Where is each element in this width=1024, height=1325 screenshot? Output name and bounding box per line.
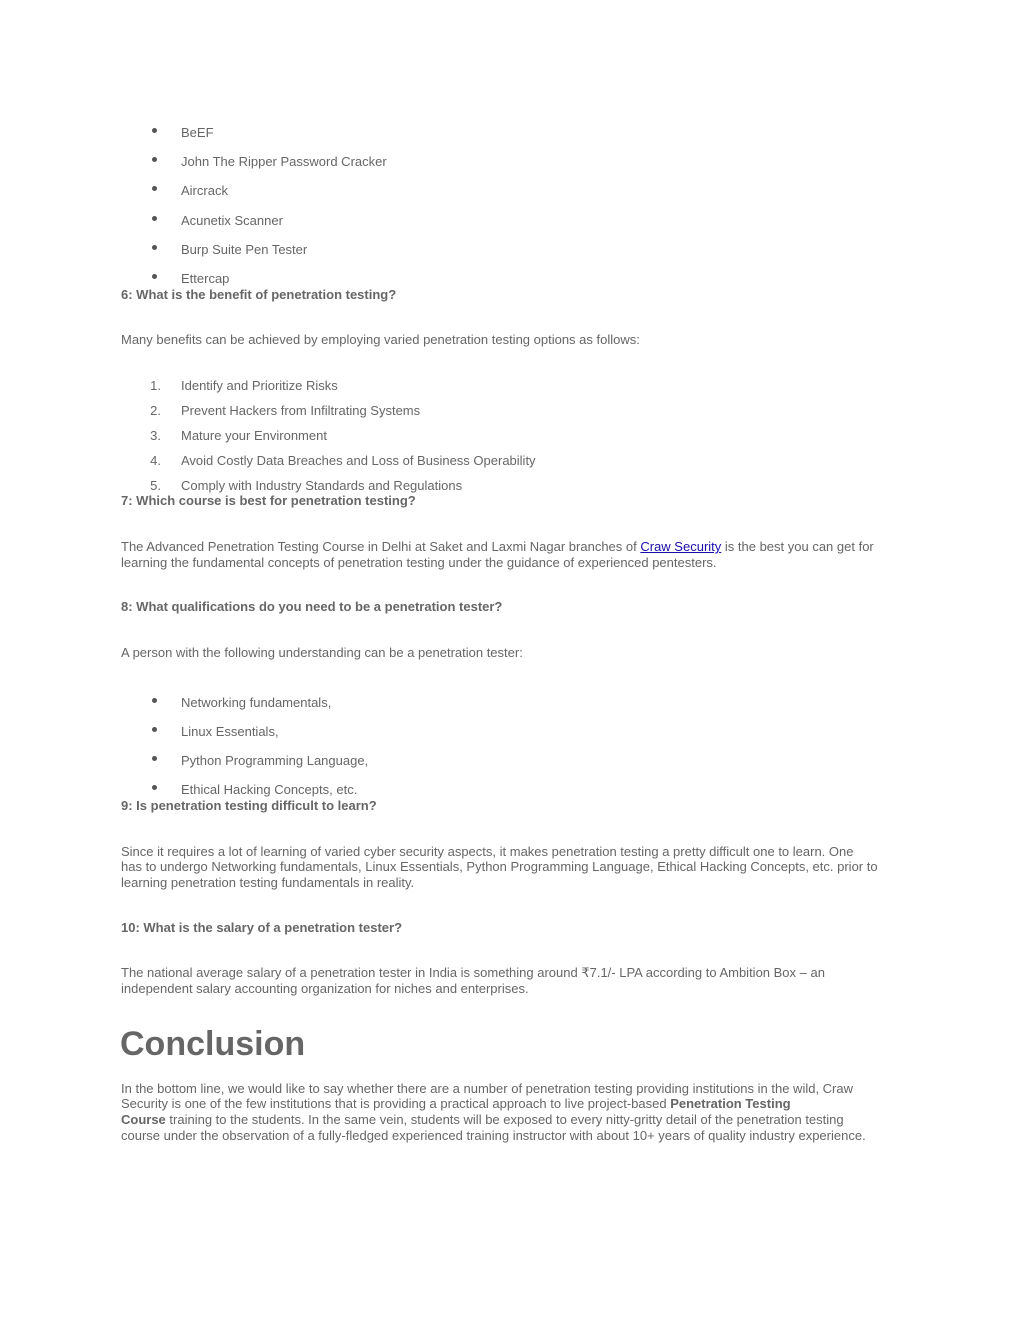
q8-intro: A person with the following understanding can be a penetration tester: [121, 645, 523, 660]
bullet-icon [152, 245, 157, 250]
conclusion-line-3 [121, 1112, 844, 1128]
list-item: Acunetix Scanner [181, 213, 283, 228]
question-heading-7: 7: Which course is best for penetration testing? [121, 493, 416, 508]
list-item: Avoid Costly Data Breaches and Loss of Business Operability [181, 453, 536, 468]
list-item: John The Ripper Password Cracker [181, 154, 387, 169]
conclusion-line-4: course under the observation of a fully-fledged experienced training instructor with about 10+ years of quality industry experience. [121, 1128, 866, 1143]
list-item: Mature your Environment [181, 428, 327, 443]
question-heading-6: 6: What is the benefit of penetration testing? [121, 287, 397, 302]
craw-security-link[interactable]: Craw Security [640, 539, 722, 554]
q7-text-after-link: is the best you can get for learning the fundamental concepts of penetration testing under the guidance of experienced pentesters. [121, 539, 874, 570]
q9-line-3: learning penetration testing fundamentals in reality. [121, 875, 415, 890]
bullet-icon [152, 216, 157, 221]
list-item: Burp Suite Pen Tester [181, 242, 308, 257]
list-item: Python Programming Language, [181, 753, 369, 768]
q7-text-before-link: The Advanced Penetration Testing Course in Delhi at Saket and Laxmi Nagar branches of [121, 539, 641, 554]
q6-intro: Many benefits can be achieved by employing varied penetration testing options as follows: [121, 332, 640, 347]
q9-line-1: Since it requires a lot of learning of varied cyber security aspects, it makes penetration testing a pretty difficult one to learn. One [121, 844, 854, 859]
bullet-icon [152, 274, 157, 279]
list-number: 2. [150, 403, 161, 418]
question-heading-9: 9: Is penetration testing difficult to learn? [121, 798, 377, 813]
course-name-bold-continued: Course [121, 1112, 166, 1127]
bullet-icon [152, 727, 157, 732]
bullet-icon [152, 756, 157, 761]
question-heading-10: 10: What is the salary of a penetration tester? [121, 920, 403, 935]
bullet-icon [152, 785, 157, 790]
q10-line-1: The national average salary of a penetration tester in India is something around ₹7.1/- LPA according to Ambition Box – an [121, 965, 825, 980]
q7-answer [121, 539, 911, 570]
list-item: Linux Essentials, [181, 724, 279, 739]
list-number: 4. [150, 453, 161, 468]
conclusion-line-1: In the bottom line, we would like to say whether there are a number of penetration testing providing institutions in the wild, Craw [121, 1081, 854, 1096]
conclusion-line-2 [121, 1096, 791, 1112]
list-number: 5. [150, 478, 161, 493]
list-item: Comply with Industry Standards and Regulations [181, 478, 463, 493]
list-item: Prevent Hackers from Infiltrating Systems [181, 403, 421, 418]
q10-line-2: independent salary accounting organization for niches and enterprises. [121, 981, 529, 996]
bullet-icon [152, 186, 157, 191]
list-item: Networking fundamentals, [181, 695, 332, 710]
list-number: 3. [150, 428, 161, 443]
question-heading-8: 8: What qualifications do you need to be a penetration tester? [121, 599, 503, 614]
list-number: 1. [150, 378, 161, 393]
conclusion-heading: Conclusion [120, 1025, 306, 1063]
q9-line-2: has to undergo Networking fundamentals, Linux Essentials, Python Programming Language, Ethical Hacking Concepts, etc. prior to [121, 859, 878, 874]
bullet-icon [152, 698, 157, 703]
conclusion-line-2-text: Security is one of the few institutions that is providing a practical approach to live project-based [121, 1096, 671, 1111]
list-item: BeEF [181, 125, 214, 140]
bullet-icon [152, 128, 157, 133]
list-item: Ethical Hacking Concepts, etc. [181, 782, 358, 797]
list-item: Identify and Prioritize Risks [181, 378, 338, 393]
list-item: Aircrack [181, 183, 228, 198]
list-item: Ettercap [181, 271, 230, 286]
course-name-bold: Penetration Testing [670, 1096, 791, 1111]
conclusion-line-3-text: training to the students. In the same vein, students will be exposed to every nitty-gritty detail of the penetration testing [165, 1112, 844, 1127]
bullet-icon [152, 157, 157, 162]
